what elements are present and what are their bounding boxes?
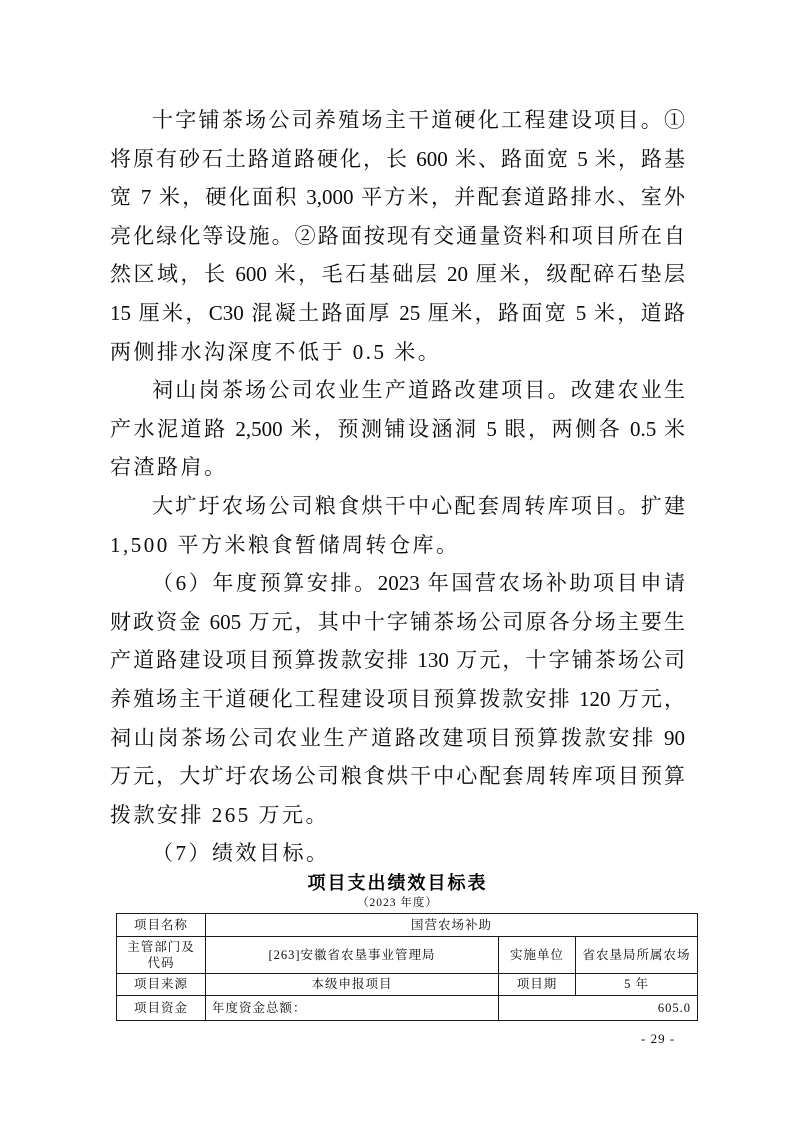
text-line: 十字铺茶场公司养殖场主干道硬化工程建设项目。① xyxy=(152,108,685,132)
text-line: 1,500 平方米粮食暂储周转仓库。 xyxy=(110,532,460,557)
paragraph-2 xyxy=(110,371,685,487)
text-line: 亮化绿化等设施。②路面按现有交通量资料和项目所在自 xyxy=(110,223,685,248)
text-line: 宽 7 米，硬化面积 3,000 平方米，并配套道路排水、室外 xyxy=(110,185,685,210)
paragraph-4 xyxy=(110,564,685,834)
cell-implementing-unit-label: 实施单位 xyxy=(499,936,576,973)
text-line: 两侧排水沟深度不低于 0.5 米。 xyxy=(110,339,442,364)
text-line: 祠山岗茶场公司农业生产道路改建项目预算拨款安排 90 xyxy=(110,725,685,750)
text-line: 然区域，长 600 米，毛石基础层 20 厘米，级配碎石垫层 xyxy=(110,262,685,287)
cell-department-value: [263]安徽省农垦事业管理局 xyxy=(206,936,499,973)
cell-project-period-value: 5 年 xyxy=(576,973,698,995)
text-line: 财政资金 605 万元，其中十字铺茶场公司原各分场主要生 xyxy=(110,609,685,634)
cell-project-source-label: 项目来源 xyxy=(117,973,206,995)
cell-department-label: 主管部门及代码 xyxy=(117,936,206,973)
cell-annual-total-label: 年度资金总额： xyxy=(206,995,499,1020)
text-line: 大圹圩农场公司粮食烘干中心配套周转库项目。扩建 xyxy=(152,493,685,518)
paragraph-5 xyxy=(110,834,685,873)
paragraph-1 xyxy=(110,101,685,371)
cell-project-name-value: 国营农场补助 xyxy=(206,913,698,936)
text-line: 拨款安排 265 万元。 xyxy=(110,802,329,827)
cell-annual-total-amount: 605.0 xyxy=(499,995,698,1020)
cell-project-funds-label: 项目资金 xyxy=(117,995,206,1020)
text-line: 产水泥道路 2,500 米，预测铺设涵洞 5 眼，两侧各 0.5 米 xyxy=(110,416,685,441)
text-line: 产道路建设项目预算拨款安排 130 万元，十字铺茶场公司 xyxy=(110,648,685,673)
table-row xyxy=(117,936,698,973)
text-line: 养殖场主干道硬化工程建设项目预算拨款安排 120 万元， xyxy=(110,686,685,711)
table-row xyxy=(117,973,698,995)
table-row xyxy=(117,995,698,1020)
page-number: - 29 - xyxy=(641,1031,676,1046)
text-line: 将原有砂石土路道路硬化，长 600 米、路面宽 5 米，路基 xyxy=(110,146,685,171)
cell-project-name-label: 项目名称 xyxy=(117,913,206,936)
document-content xyxy=(110,0,692,1021)
text-line: 宕渣路肩。 xyxy=(110,455,228,480)
cell-project-period-label: 项目期 xyxy=(499,973,576,995)
text-line: 15 厘米，C30 混凝土路面厚 25 厘米，路面宽 5 米，道路 xyxy=(110,300,685,325)
table-title: 项目支出绩效目标表 xyxy=(307,872,488,893)
table-subtitle: （2023 年度） xyxy=(357,896,438,909)
text-line: 万元，大圹圩农场公司粮食烘干中心配套周转库项目预算 xyxy=(110,764,685,789)
performance-target-table xyxy=(116,913,698,1021)
table-row xyxy=(117,913,698,936)
text-line: （6）年度预算安排。2023 年国营农场补助项目申请 xyxy=(152,571,685,596)
paragraph-3 xyxy=(110,487,685,564)
cell-implementing-unit-value: 省农垦局所属农场 xyxy=(576,936,698,973)
cell-project-source-value: 本级申报项目 xyxy=(206,973,499,995)
text-line: （7）绩效目标。 xyxy=(152,841,330,866)
text-line: 祠山岗茶场公司农业生产道路改建项目。改建农业生 xyxy=(152,378,685,403)
